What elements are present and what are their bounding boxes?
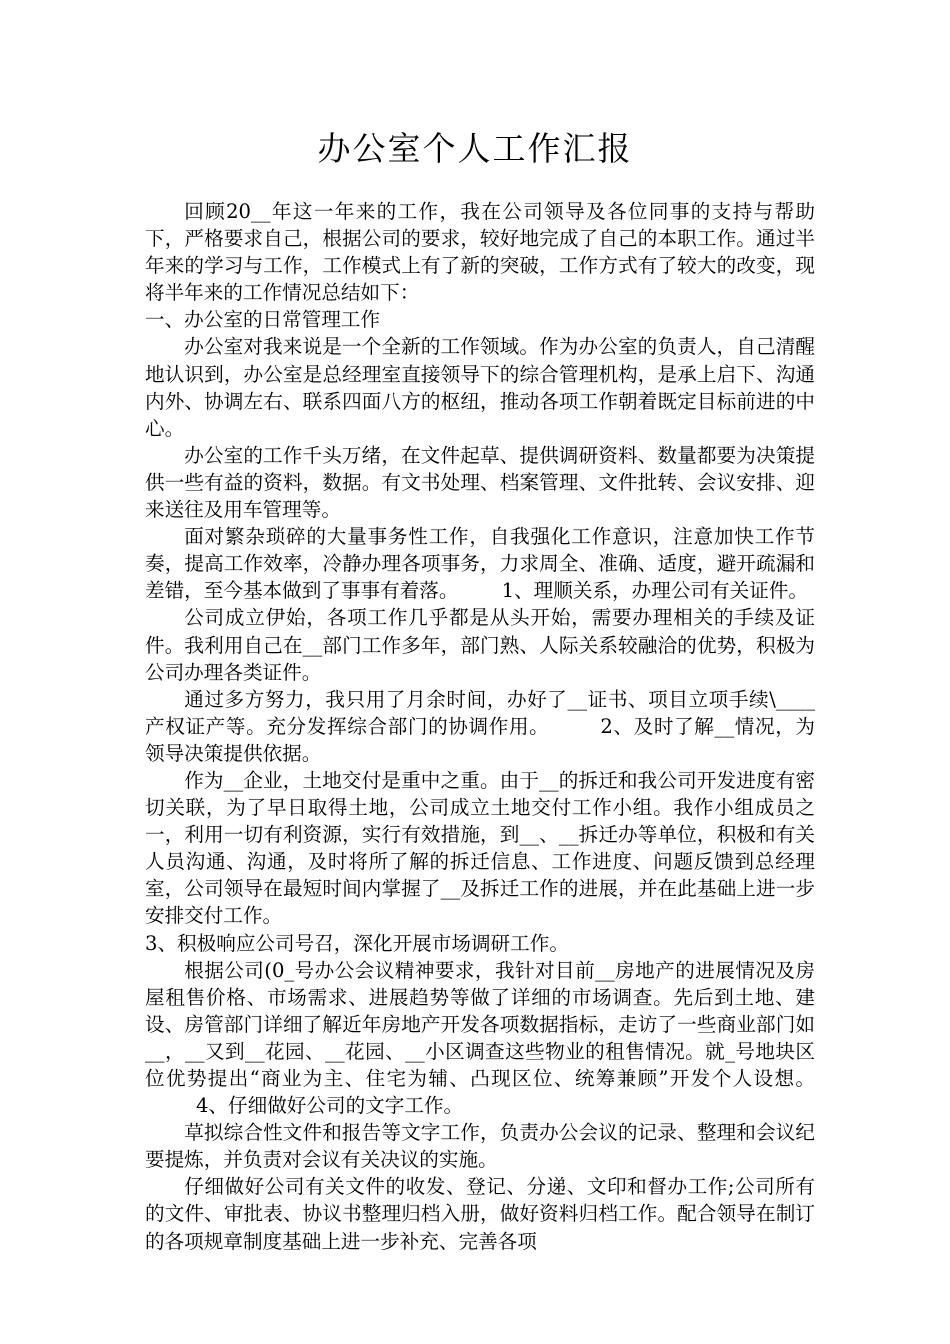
subheading-1: 1、理顺关系，办理公司有关证件。 <box>501 579 808 603</box>
paragraph-work-attitude <box>145 523 815 604</box>
paragraph-text: 面对繁杂琐碎的大量事务性工作，自我强化工作意识，注意加快工作节奏，提高工作效率，冷静办理各项事务，力求周全、准确、适度，避开疏漏和差错，至今基本做到了事事有着落。 <box>145 525 815 603</box>
paragraph-intro: 回顾20__年这一年来的工作，我在公司领导及各位同事的支持与帮助下，严格要求自己，根据公司的要求，较好地完成了自己的本职工作。通过半年来的学习与工作，工作模式上有了新的突破，工作方式有了较大的改变，现将半年来的工作情况总结如下： <box>145 200 815 305</box>
document-title: 办公室个人工作汇报 <box>317 129 633 168</box>
paragraph-text: 根据公司(0_号办公会议精神要求，我针对目前__房地产的进展情况及房屋租售价格、市场需求、进展趋势等做了详细的市场调查。先后到土地、建设、房管部门详细了解近年房地产开发各项数据指标，走访了一些商业部门如__，__又到__花园、__花园、__小区调查这些物业的租售情况。就_号地块区位优势提出“商业为主、住宅为辅、凸现区位、统筹兼顾”开发个人设想。 <box>145 958 815 1090</box>
paragraph-office-tasks: 办公室的工作千头万绪，在文件起草、提供调研资料、数量都要为决策提供一些有益的资料，数据。有文书处理、档案管理、文件批转、会议安排、迎来送往及用车管理等。 <box>145 443 815 522</box>
paragraph-text: 通过多方努力，我只用了月余时间，办好了__证书、项目立项手续\____产权证产等。充分发挥综合部门的协调作用。 <box>145 687 815 738</box>
paragraph-certificates <box>145 686 815 767</box>
paragraph-filing: 仔细做好公司有关文件的收发、登记、分递、文印和督办工作;公司所有的文件、审批表、协议书整理归档入册，做好资料归档工作。配合领导在制订的各项规章制度基础上进一步补充、完善各项 <box>145 1175 815 1253</box>
section-heading-3: 3、积极响应公司号召，深化开展市场调研工作。 <box>145 931 569 955</box>
paragraph-company-start: 公司成立伊始，各项工作几乎都是从头开始，需要办理相关的手续及证件。我利用自己在__部门工作多年，部门熟、人际关系较融洽的优势，积极为公司办理各类证件。 <box>145 606 815 684</box>
document-body <box>145 198 815 1255</box>
paragraph-land-delivery: 作为__企业，土地交付是重中之重。由于__的拆迁和我公司开发进度有密切关联，为了早日取得土地，公司成立土地交付工作小组。我作小组成员之一，利用一切有利资源，实行有效措施，到__、__拆迁办等单位，积极和有关人员沟通、沟通，及时将所了解的拆迁信息、工作进度、问题反馈到总经理室，公司领导在最短时间内掌握了__及拆迁工作的进展，并在此基础上进一步安排交付工作。 <box>145 768 815 928</box>
paragraph-market-research <box>145 957 815 1120</box>
subheading-2: 2、及时了解__情况，为领导决策提供依据。 <box>145 714 816 765</box>
section-heading-1: 一、办公室的日常管理工作 <box>145 308 381 332</box>
paragraph-office-role: 办公室对我来说是一个全新的工作领域。作为办公室的负责人，自己清醒地认识到，办公室是总经理室直接领导下的综合管理机构，是承上启下、沟通内外、协调左右、联系四面八方的枢纽，推动各项工作朝着既定目标前进的中心。 <box>145 335 815 440</box>
paragraph-drafting: 草拟综合性文件和报告等文字工作，负责办公会议的记录、整理和会议纪要提炼，并负责对会议有关决议的实施。 <box>145 1121 815 1172</box>
subheading-4: 4、仔细做好公司的文字工作。 <box>195 1094 464 1118</box>
